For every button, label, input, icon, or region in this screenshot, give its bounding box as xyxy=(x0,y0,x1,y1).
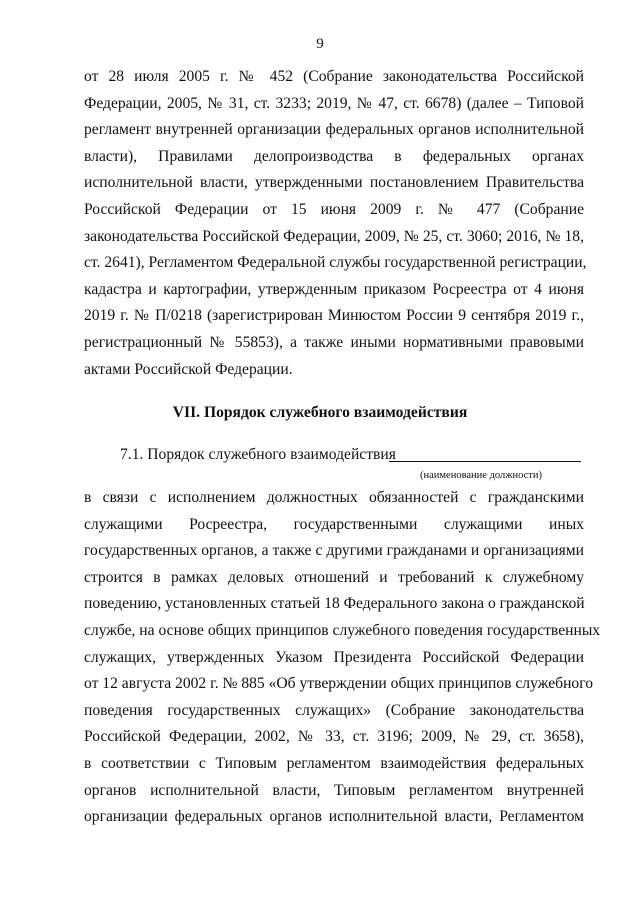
paragraph-7-1 xyxy=(84,485,601,831)
text-line: служащими Росреестра, государственными служащими иных xyxy=(84,515,584,533)
page-number: 9 xyxy=(316,36,324,52)
text-line: власти), Правилами делопроизводства в федеральных органах xyxy=(84,147,584,165)
text-line: от 12 августа 2002 г. № 885 «Об утверждении общих принципов служебного xyxy=(84,675,594,693)
text-line: актами Российской Федерации. xyxy=(84,360,293,378)
position-blank-line xyxy=(389,461,581,462)
text-line: ст. 2641), Регламентом Федеральной службы государственной регистрации, xyxy=(84,254,587,272)
text-line: органов исполнительной власти, Типовым регламентом внутренней xyxy=(84,781,584,799)
text-line: кадастра и картографии, утвержденным приказом Росреестра от 4 июня xyxy=(84,280,584,298)
text-line: строится в рамках деловых отношений и требований к служебному xyxy=(84,568,584,586)
clause-7-1-label: 7.1. Порядок служебного взаимодействия xyxy=(120,446,396,463)
text-line: поведению, установленных статьей 18 Федерального закона о гражданской xyxy=(84,595,585,613)
text-line: служащих, утвержденных Указом Президента Российской Федерации xyxy=(84,648,584,666)
text-line: исполнительной власти, утвержденными постановлением Правительства xyxy=(84,174,584,192)
text-line: регистрационный № 55853), а также иными нормативными правовыми xyxy=(84,333,584,351)
text-line: законодательства Российской Федерации, 2009, № 25, ст. 3060; 2016, № 18, xyxy=(84,227,584,245)
text-line: Российской Федерации, 2002, № 33, ст. 3196; 2009, № 29, ст. 3658), xyxy=(84,728,584,746)
text-line: в связи с исполнением должностных обязанностей с гражданскими xyxy=(84,489,584,506)
text-line: Федерации, 2005, № 31, ст. 3233; 2019, № 47, ст. 6678) (далее – Типовой xyxy=(84,94,584,112)
text-line: от 28 июля 2005 г. № 452 (Собрание законодательства Российской xyxy=(84,68,584,85)
position-caption: (наименование должности) xyxy=(420,470,543,481)
text-line: государственных органов, а также с другими гражданами и организациями xyxy=(84,542,584,560)
text-line: службе, на основе общих принципов служебного поведения государственных xyxy=(84,621,601,639)
text-line: Российской Федерации от 15 июня 2009 г. № 477 (Собрание xyxy=(84,200,584,218)
text-line: поведения государственных служащих» (Собрание законодательства xyxy=(84,701,584,719)
text-line: организации федеральных органов исполнительной власти, Регламентом xyxy=(84,808,584,826)
section-heading: VII. Порядок служебного взаимодействия xyxy=(172,404,468,421)
text-line: 2019 г. № П/0218 (зарегистрирован Минюстом России 9 сентября 2019 г., xyxy=(84,307,584,325)
paragraph-continuation xyxy=(84,64,587,383)
text-line: в соответствии с Типовым регламентом взаимодействия федеральных xyxy=(84,754,584,772)
text-line: регламент внутренней организации федеральных органов исполнительной xyxy=(84,121,584,139)
